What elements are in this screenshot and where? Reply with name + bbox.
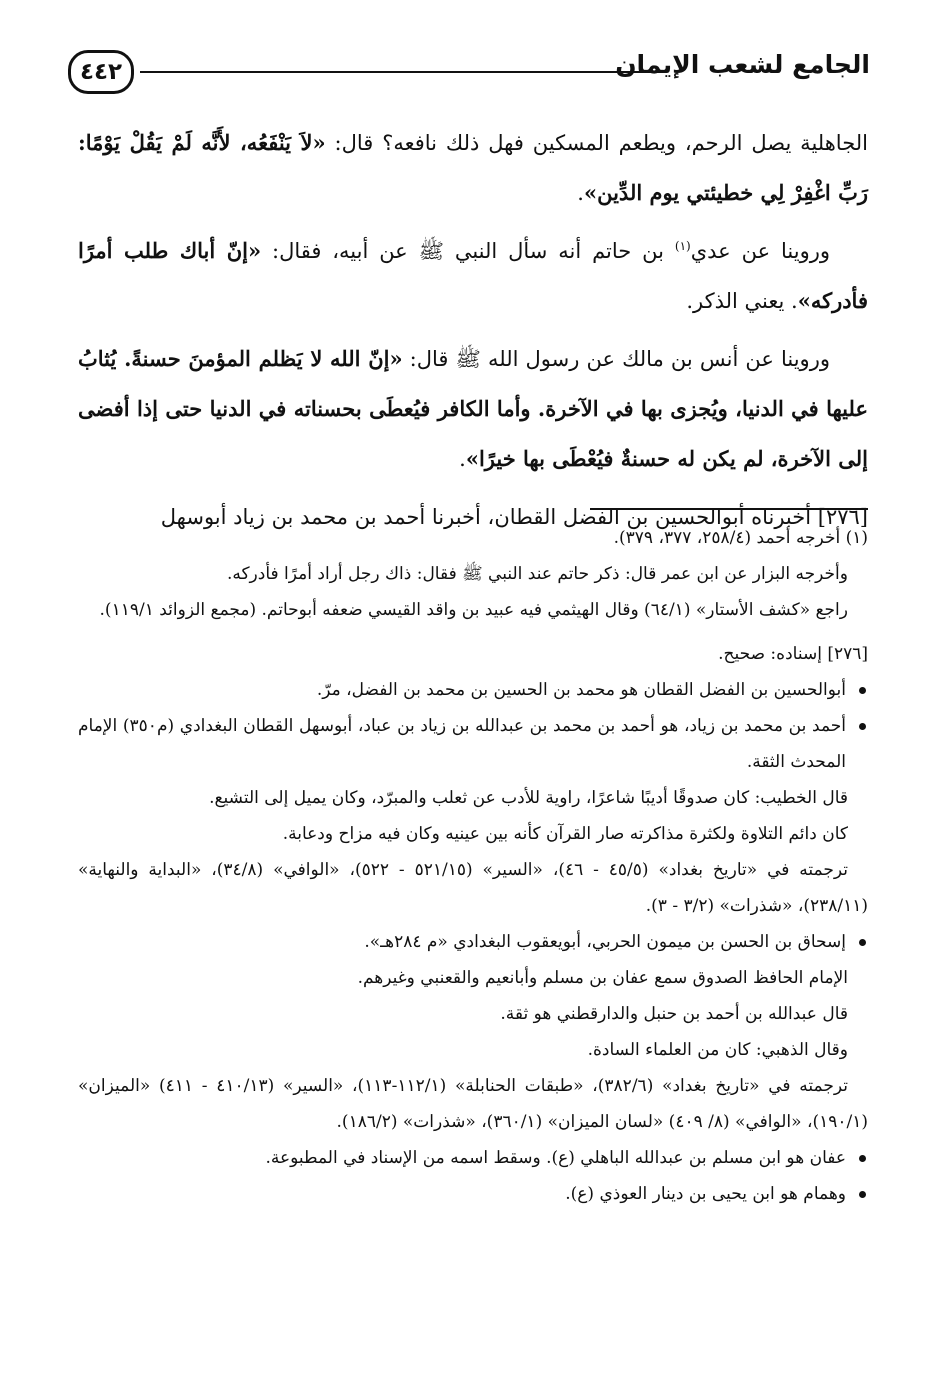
narrator-item bbox=[78, 1176, 868, 1212]
footnote-separator bbox=[590, 508, 868, 510]
narrator-item bbox=[78, 1140, 868, 1176]
narrator-item bbox=[78, 672, 868, 708]
narrator-note: كان دائم التلاوة ولكثرة مذاكرته صار القرآن كأنه بين عينيه وكان فيه مزاح ودعابة. bbox=[282, 824, 848, 844]
narration-text: . يعني الذكر. bbox=[686, 289, 798, 313]
narration-text: وروينا عن عدي bbox=[690, 239, 830, 263]
narrator-item bbox=[78, 708, 868, 780]
narrator-item bbox=[78, 924, 868, 960]
footnote-text: وأخرجه البزار عن ابن عمر قال: ذكر حاتم عند النبي ﷺ فقال: ذاك رجل أراد أمرًا فأدركه. bbox=[226, 564, 848, 584]
narrator-biography: ترجمته في «تاريخ بغداد» (٤٥/٥ - ٤٦)، «السير» (٥٢١/١٥ - ٥٢٢)، «الوافي» (٣٤/٨)، «البداية والنهاية» (٢٣٨/١١)، «شذرات» (٣/٢ - ٣). bbox=[78, 860, 868, 916]
narrator-text: إسحاق بن الحسن بن ميمون الحربي، أبويعقوب البغدادي «م ٢٨٤هـ». bbox=[364, 932, 846, 952]
footnote-1: (١) أخرجه أحمد (٢٥٨/٤، ٣٧٧، ٣٧٩). bbox=[613, 528, 868, 548]
bullet-icon bbox=[859, 687, 866, 694]
narration-text: بن حاتم أنه سأل النبي ﷺ عن أبيه، فقال: bbox=[261, 239, 675, 263]
isnad-paragraph: [٢٧٦] أخبرناه أبوالحسين بن الفضل القطان، أخبرنا أحمد بن محمد بن زياد أبوسهل bbox=[160, 505, 868, 529]
footnote-text: راجع «كشف الأستار» (٦٤/١) وقال الهيثمي فيه عبيد بن واقد القيسي ضعفه أبوحاتم. (مجمع الزوائد ١١٩/١). bbox=[99, 600, 848, 620]
isnad-grade: [٢٧٦] إسناده: صحيح. bbox=[718, 644, 868, 664]
footnotes bbox=[78, 520, 868, 1212]
bullet-icon bbox=[859, 939, 866, 946]
hadith-quote: «إنّ أباك طلب أمرًا فأدركه» bbox=[78, 238, 868, 313]
narrator-text: أحمد بن محمد بن زياد، هو أحمد بن محمد بن عبدالله بن زياد بن عباد، أبوسهل القطان البغدادي (م٣٥٠) الإمام المحدث الثقة. bbox=[78, 716, 846, 772]
narrator-text: عفان هو ابن مسلم بن عبدالله الباهلي (ع). وسقط اسمه من الإسناد في المطبوعة. bbox=[265, 1148, 846, 1168]
page-header bbox=[60, 38, 870, 98]
narration-text: وروينا عن أنس بن مالك عن رسول الله ﷺ قال: bbox=[402, 347, 830, 371]
main-paragraph-3 bbox=[78, 334, 868, 484]
narrator-text: وهمام هو ابن يحيى بن دينار العوذي (ع). bbox=[565, 1184, 846, 1204]
main-text bbox=[78, 118, 868, 550]
hadith-quote: «لاَ يَنْفَعُه، لأَنَّه لَمْ يَقُلْ يَوْمًا: رَبِّ اغْفِرْ لِي خطيئتي يوم الدِّين» bbox=[78, 130, 868, 205]
narrator-biography: ترجمته في «تاريخ بغداد» (٣٨٢/٦)، «طبقات الحنابلة» (١١٢/١-١١٣)، «السير» (٤١٠/١٣ - ٤١١) «الميزان» (١٩٠/١)، «الوافي» (٨/ ٤٠٩) «لسان الميزان» (٣٦٠/١)، «شذرات» (١٨٦/٢). bbox=[78, 1076, 868, 1132]
narration-text: الجاهلية يصل الرحم، ويطعم المسكين فهل ذلك نافعه؟ قال: bbox=[325, 131, 868, 155]
bullet-icon bbox=[859, 1191, 866, 1198]
bullet-icon bbox=[859, 723, 866, 730]
hadith-quote: «إنّ الله لا يَظلم المؤمنَ حسنةً. يُثابُ عليها في الدنيا، ويُجزى بها في الآخرة. وأما الكافر فيُعطَى بحسناته في الدنيا حتى إذا أفضى إلى الآخرة، لم يكن له حسنةٌ فيُعْطَى بها خيرًا» bbox=[78, 346, 868, 471]
main-paragraph-1 bbox=[78, 118, 868, 218]
narrator-note: قال الخطيب: كان صدوقًا أديبًا شاعرًا، راوية للأدب عن ثعلب والمبرّد، وكان يميل إلى التشيع. bbox=[209, 788, 848, 808]
bullet-icon bbox=[859, 1155, 866, 1162]
narrator-note: قال عبدالله بن أحمد بن حنبل والدارقطني هو ثقة. bbox=[500, 1004, 848, 1024]
punctuation: . bbox=[459, 447, 466, 471]
narrator-note: الإمام الحافظ الصدوق سمع عفان بن مسلم وأبانعيم والقعنبي وغيرهم. bbox=[357, 968, 848, 988]
book-title: الجامع لشعب الإيمان bbox=[615, 50, 870, 79]
punctuation: . bbox=[577, 181, 584, 205]
footnote-reference[interactable]: (١) bbox=[674, 239, 691, 253]
narrator-text: أبوالحسين بن الفضل القطان هو محمد بن الحسين بن محمد بن الفضل، مرّ. bbox=[316, 680, 846, 700]
main-paragraph-2 bbox=[78, 226, 868, 326]
narrator-note: وقال الذهبي: كان من العلماء السادة. bbox=[587, 1040, 848, 1060]
header-rule bbox=[140, 71, 665, 73]
page-number: ٤٤٢ bbox=[68, 50, 134, 94]
spacer bbox=[78, 628, 868, 636]
